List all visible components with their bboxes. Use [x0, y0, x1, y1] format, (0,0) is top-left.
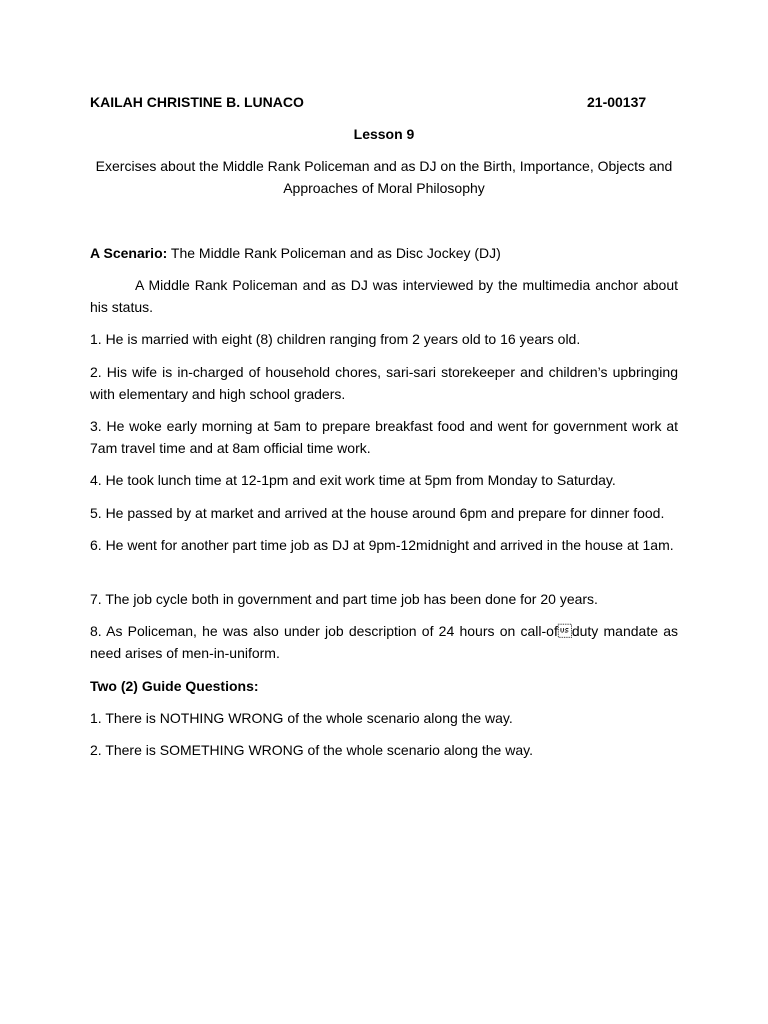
scenario-item: 3. He woke early morning at 5am to prepare breakfast food and went for government work at 7am travel time and at 8am official time work. — [90, 418, 678, 456]
guide-question: 2. There is SOMETHING WRONG of the whole scenario along the way. — [90, 742, 533, 758]
scenario-item: 2. His wife is in-charged of household chores, sari-sari storekeeper and children’s upbringing with elementary and high school graders. — [90, 364, 678, 402]
scenario-label: A Scenario: — [90, 245, 168, 261]
scenario-title: The Middle Rank Policeman and as Disc Jockey (DJ) — [167, 245, 501, 261]
scenario-heading — [90, 243, 678, 265]
guide-question: 1. There is NOTHING WRONG of the whole scenario along the way. — [90, 710, 513, 726]
scenario-intro: A Middle Rank Policeman and as DJ was interviewed by the multimedia anchor about his status. — [90, 277, 678, 315]
scenario-item: 5. He passed by at market and arrived at the house around 6pm and prepare for dinner food. — [90, 505, 665, 521]
lesson-title: Lesson 9 — [353, 126, 415, 142]
scenario-item: 6. He went for another part time job as DJ at 9pm-12midnight and arrived in the house at 1am. — [90, 537, 674, 553]
document-subtitle: Exercises about the Middle Rank Policeman and as DJ on the Birth, Importance, Objects and Approaches of Moral Philosophy — [95, 158, 673, 196]
author-name: KAILAH CHRISTINE B. LUNACO — [90, 94, 304, 110]
scenario-item: 1. He is married with eight (8) children ranging from 2 years old to 16 years old. — [90, 331, 581, 347]
scenario-item: 4. He took lunch time at 12-1pm and exit work time at 5pm from Monday to Saturday. — [90, 472, 616, 488]
scenario-item: 7. The job cycle both in government and part time job has been done for 20 years. — [90, 591, 598, 607]
student-id: 21-00137 — [587, 94, 647, 110]
guide-heading: Two (2) Guide Questions: — [90, 678, 259, 694]
scenario-item: 8. As Policeman, he was also under job description of 24 hours on call-of duty mandate as need arises of men-in-uniform. — [90, 623, 678, 661]
